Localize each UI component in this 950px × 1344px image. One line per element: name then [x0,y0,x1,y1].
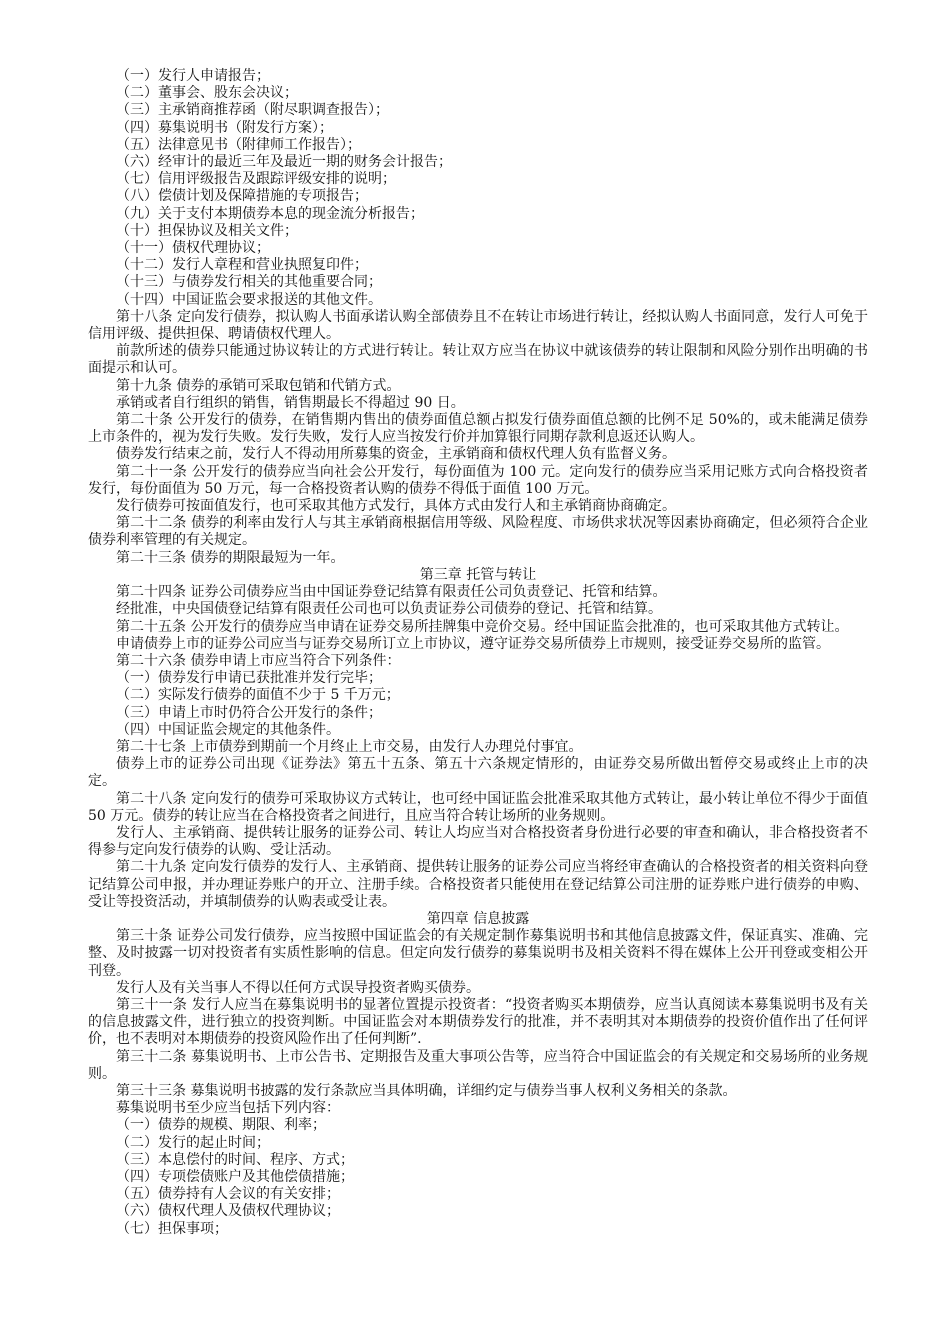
chapter-heading: 第四章 信息披露 [426,910,530,927]
paragraph: 第三十二条 募集说明书、上市公告书、定期报告及重大事项公告等，应当符合中国证监会的有关规定和交易场所的业务规则。 [88,1048,868,1082]
paragraph: （二）实际发行债券的面值不少于 5 千万元； [116,687,400,704]
paragraph: 发行人及有关当事人不得以任何方式误导投资者购买债券。 [116,979,480,996]
paragraph: 前款所述的债券只能通过协议转让的方式进行转让。转让双方应当在协议中就该债券的转让限制和风险分别作出明确的书面提示和认可。 [88,343,868,377]
paragraph: （六）经审计的最近三年及最近一期的财务会计报告； [116,154,452,171]
paragraph: 第二十六条 债券申请上市应当符合下列条件： [116,652,401,669]
paragraph: 第二十五条 公开发行的债券应当申请在证券交易所挂牌集中竞价交易。经中国证监会批准的，也可采取其他方式转让。 [116,618,849,635]
paragraph: （四）专项偿债账户及其他偿债措施； [116,1169,354,1185]
paragraph: 第二十一条 公开发行的债券应当向社会公开发行，每份面值为 100 元。定向发行的债券应当采用记账方式向合格投资者发行，每份面值为 50 万元，每一合格投资者认购的债券不得低于面值 100 万元。 [88,463,868,497]
paragraph: 第三十条 证券公司发行债券，应当按照中国证监会的有关规定制作募集说明书和其他信息披露文件，保证真实、准确、完整、及时披露一切对投资者有实质性影响的信息。但定向发行债券的募集说明书及相关资料不得在媒体上公开刊登或变相公开刊登。 [88,928,868,979]
paragraph: 第二十七条 上市债券到期前一个月终止上市交易，由发行人办理兑付事宜。 [116,738,583,755]
paragraph: 募集说明书至少应当包括下列内容： [116,1100,340,1117]
paragraph: 债券上市的证券公司出现《证券法》第五十五条、第五十六条规定情形的，由证券交易所做出暂停交易或终止上市的决定。 [88,756,868,790]
paragraph: 债券发行结束之前，发行人不得动用所募集的资金，主承销商和债权代理人负有监督义务。 [116,446,676,463]
paragraph: （十一）债权代理协议； [116,240,270,257]
paragraph: （六）债权代理人及债权代理协议； [116,1203,340,1220]
paragraph: （七）信用评级报告及跟踪评级安排的说明； [116,171,396,188]
paragraph: （五）债券持有人会议的有关安排； [116,1186,340,1203]
paragraph: （一）债券的规模、期限、利率； [116,1117,326,1134]
paragraph: （十三）与债券发行相关的其他重要合同； [116,274,382,291]
paragraph: （二）发行的起止时间； [116,1134,270,1151]
paragraph: （十二）发行人章程和营业执照复印件； [116,257,368,274]
paragraph: （四）中国证监会规定的其他条件。 [116,721,340,738]
paragraph: 发行债券可按面值发行，也可采取其他方式发行，具体方式由发行人和主承销商协商确定。 [116,498,676,515]
paragraph: （一）发行人申请报告； [116,68,270,84]
document-body [88,68,868,1238]
paragraph: （三）申请上市时仍符合公开发行的条件； [116,704,382,721]
paragraph: 第二十三条 债券的期限最短为一年。 [116,549,345,566]
paragraph: （九）关于支付本期债券本息的现金流分析报告； [116,205,424,222]
chapter-heading: 第三章 托管与转让 [419,566,537,583]
paragraph: （三）主承销商推荐函（附尽职调查报告）； [116,102,389,119]
paragraph: 申请债券上市的证券公司应当与证券交易所订立上市协议，遵守证券交易所债券上市规则，接受证券交易所的监管。 [116,635,830,652]
paragraph: （十四）中国证监会要求报送的其他文件。 [116,291,382,308]
paragraph: 第二十二条 债券的利率由发行人与其主承销商根据信用等级、风险程度、市场供求状况等因素协商确定，但必须符合企业债券利率管理的有关规定。 [88,515,868,549]
paragraph: （七）担保事项； [116,1220,228,1237]
paragraph: （八）偿债计划及保障措施的专项报告； [116,188,368,205]
paragraph: 第二十四条 证券公司债券应当由中国证券登记结算有限责任公司负责登记、托管和结算。 [116,584,667,601]
paragraph: （一）债券发行申请已获批准并发行完毕； [116,670,382,687]
paragraph: （三）本息偿付的时间、程序、方式； [116,1151,354,1168]
paragraph: （四）募集说明书（附发行方案）； [116,119,333,136]
paragraph: 经批准，中央国债登记结算有限责任公司也可以负责证券公司债券的登记、托管和结算。 [116,601,662,618]
paragraph: 第三十一条 发行人应当在募集说明书的显著位置提示投资者：“投资者购买本期债券，应当认真阅读本募集说明书及有关的信息披露文件，进行独立的投资判断。中国证监会对本期债券发行的批准，并不表明其对本期债券的投资价值作出了任何评价，也不表明对本期债券的投资风险作出了任何判断”. [88,996,868,1048]
paragraph: 发行人、主承销商、提供转让服务的证券公司、转让人均应当对合格投资者身份进行必要的审查和确认，非合格投资者不得参与定向发行债券的认购、受让活动。 [88,824,868,859]
paragraph: （五）法律意见书（附律师工作报告）； [116,136,361,153]
paragraph: 第十九条 债券的承销可采取包销和代销方式。 [116,377,401,394]
paragraph: 第二十条 公开发行的债券，在销售期内售出的债券面值总额占拟发行债券面值总额的比例不足 50%的，或未能满足债券上市条件的，视为发行失败。发行失败，发行人应当按发行价并加算银行同期存款利息返还认购人。 [88,412,868,446]
paragraph: 第三十三条 募集说明书披露的发行条款应当具体明确，详细约定与债券当事人权利义务相关的条款。 [116,1082,737,1099]
paragraph: 第二十八条 定向发行的债券可采取协议方式转让，也可经中国证监会批准采取其他方式转让，最小转让单位不得少于面值 50 万元。债券的转让应当在合格投资者之间进行，且应当符合转让场所的业务规则。 [88,790,868,824]
paragraph: （十）担保协议及相关文件； [116,222,298,239]
paragraph: 承销或者自行组织的销售，销售期最长不得超过 90 日。 [116,394,465,411]
paragraph: （二）董事会、股东会决议； [116,85,298,102]
paragraph: 第二十九条 定向发行债券的发行人、主承销商、提供转让服务的证券公司应当将经审查确认的合格投资者的相关资料向登记结算公司申报，并办理证券账户的开立、注册手续。合格投资者只能使用在登记结算公司注册的证券账户进行债券的申购、受让等投资活动，并填制债券的认购表或受让表。 [88,859,868,910]
paragraph: 第十八条 定向发行债券，拟认购人书面承诺认购全部债券且不在转让市场进行转让，经拟认购人书面同意，发行人可免于信用评级、提供担保、聘请债权代理人。 [88,308,868,343]
